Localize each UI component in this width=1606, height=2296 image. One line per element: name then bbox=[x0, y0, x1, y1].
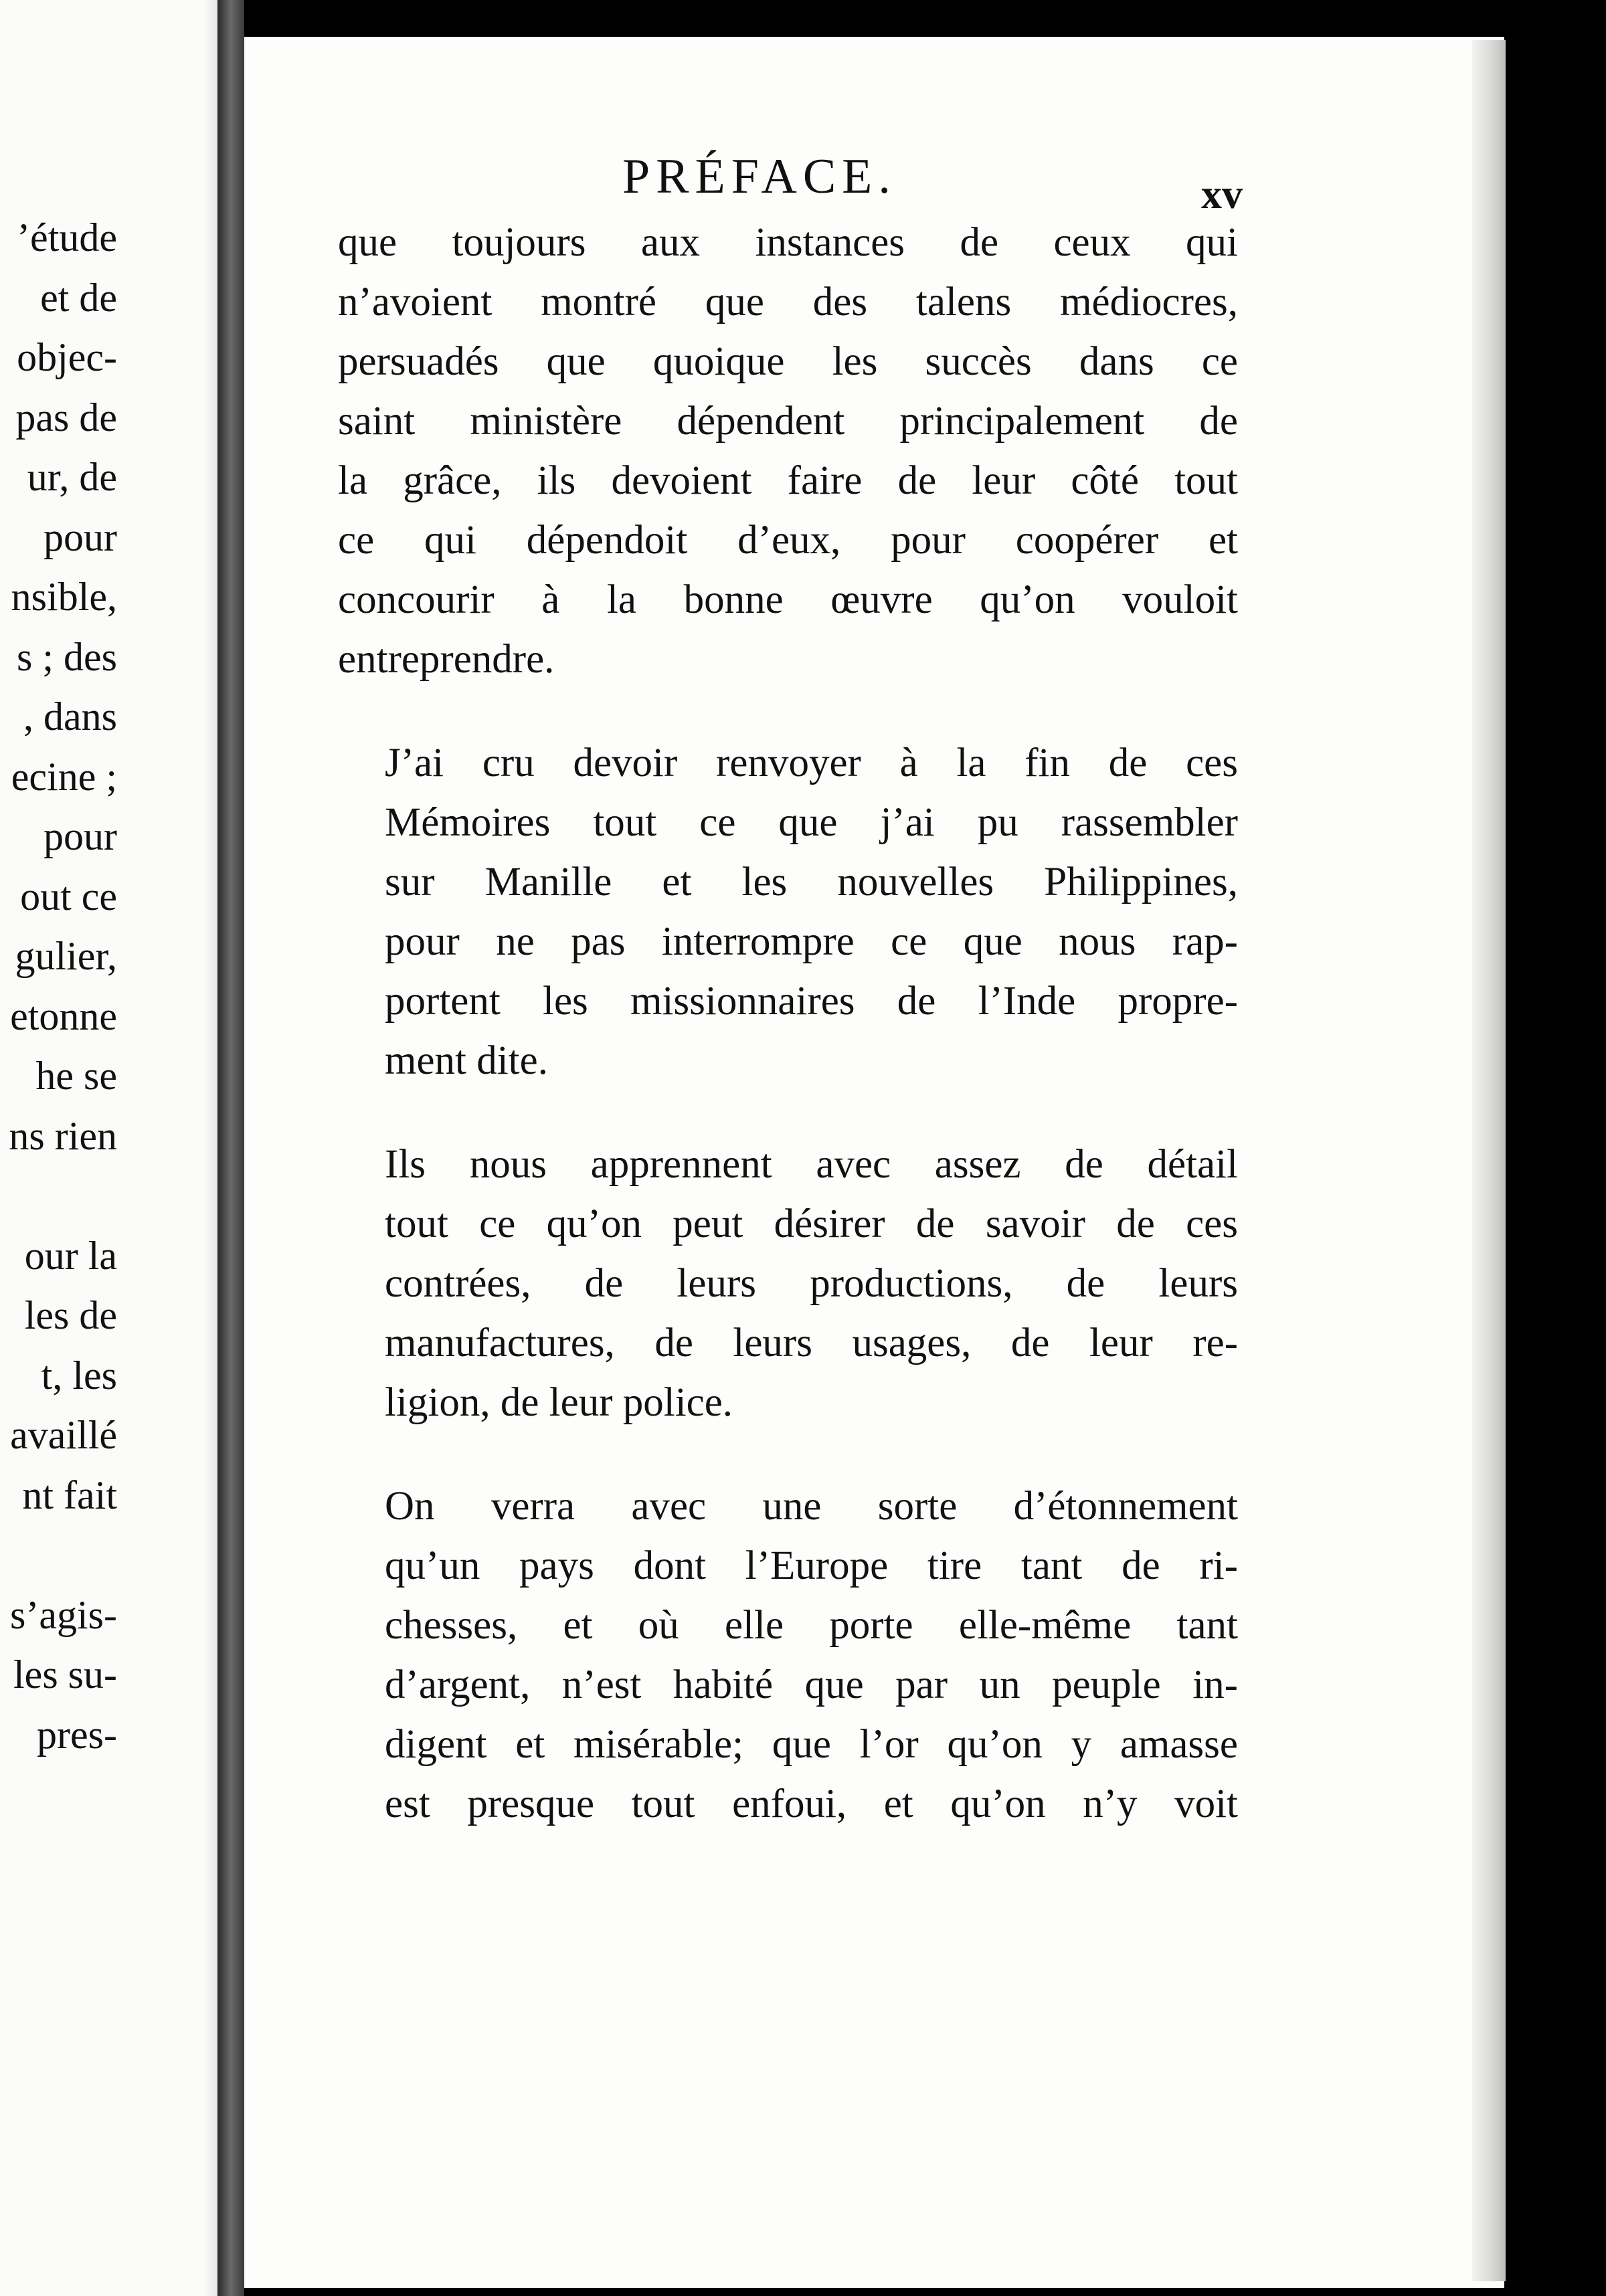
left-page-line-fragment: pour bbox=[43, 814, 117, 858]
text-line: d’argent, n’est habité que par un peuple in- bbox=[385, 1662, 1238, 1707]
left-page-line-fragment: et de bbox=[40, 275, 117, 320]
left-page-line-fragment: ns rien bbox=[9, 1113, 117, 1158]
text-line: manufactures, de leurs usages, de leur re- bbox=[385, 1321, 1238, 1365]
left-page-line-fragment: s ; des bbox=[17, 634, 117, 679]
body-text bbox=[338, 213, 1238, 1834]
book-gutter bbox=[217, 0, 244, 2296]
paragraph bbox=[338, 733, 1238, 1090]
left-page-line-fragment: availlé bbox=[10, 1413, 117, 1457]
left-page-line-fragment: pres- bbox=[37, 1712, 117, 1757]
running-title: PRÉFACE. bbox=[622, 149, 897, 204]
left-page-line-fragment: gulier, bbox=[15, 934, 117, 978]
text-line: persuadés que quoique les succès dans ce bbox=[338, 339, 1238, 384]
text-line: ment dite. bbox=[385, 1038, 548, 1083]
left-page-line-fragment: s’agis- bbox=[10, 1592, 117, 1637]
paragraph bbox=[338, 1135, 1238, 1432]
left-page-line-fragment: les su- bbox=[13, 1652, 117, 1697]
text-line: portent les missionnaires de l’Inde propre- bbox=[385, 979, 1238, 1024]
left-page-line-fragment: ecine ; bbox=[11, 754, 117, 799]
paragraph bbox=[338, 213, 1238, 689]
text-line: contrées, de leurs productions, de leurs bbox=[385, 1261, 1238, 1306]
text-line: J’ai cru devoir renvoyer à la fin de ces bbox=[385, 741, 1238, 785]
paragraph bbox=[338, 1476, 1238, 1834]
text-line: concourir à la bonne œuvre qu’on vouloit bbox=[338, 577, 1238, 622]
page-number: xv bbox=[1201, 172, 1243, 217]
text-line: digent et misérable; que l’or qu’on y amasse bbox=[385, 1722, 1238, 1767]
left-page-line-fragment: out ce bbox=[20, 874, 117, 919]
text-line: qu’un pays dont l’Europe tire tant de ri- bbox=[385, 1543, 1238, 1588]
left-page-line-fragment: etonne bbox=[10, 993, 117, 1038]
left-page-line-fragment: les de bbox=[24, 1293, 117, 1337]
left-page-line-fragment: pour bbox=[43, 514, 117, 559]
left-page-line-fragment: ur, de bbox=[27, 455, 117, 499]
text-line: Ils nous apprennent avec assez de détail bbox=[385, 1142, 1238, 1187]
text-line: ce qui dépendoit d’eux, pour coopérer et bbox=[338, 518, 1238, 563]
text-line: tout ce qu’on peut désirer de savoir de ces bbox=[385, 1202, 1238, 1246]
left-page-line-fragment: he se bbox=[35, 1054, 117, 1098]
text-line: entreprendre. bbox=[338, 637, 555, 682]
left-page-line-fragment: objec- bbox=[17, 335, 117, 379]
text-line: sur Manille et les nouvelles Philippines, bbox=[385, 860, 1238, 904]
left-page-fragment bbox=[0, 0, 217, 2296]
page-edge bbox=[1472, 40, 1506, 2281]
left-page-line-fragment: nt fait bbox=[22, 1472, 117, 1517]
text-line: que toujours aux instances de ceux qui bbox=[338, 220, 1238, 265]
left-page-line-fragment: t, les bbox=[41, 1353, 117, 1398]
text-line: n’avoient montré que des talens médiocres, bbox=[338, 280, 1238, 324]
text-line: ligion, de leur police. bbox=[385, 1380, 733, 1425]
text-line: saint ministère dépendent principalement de bbox=[338, 399, 1238, 444]
fold-shadow bbox=[204, 0, 217, 2296]
left-page-line-fragment: ’étude bbox=[17, 215, 117, 260]
left-page-line-fragment: nsible, bbox=[11, 575, 117, 619]
text-line: la grâce, ils devoient faire de leur côté tout bbox=[338, 458, 1238, 503]
text-line: pour ne pas interrompre ce que nous rap- bbox=[385, 919, 1238, 964]
left-page-line-fragment: our la bbox=[24, 1233, 117, 1278]
text-line: est presque tout enfoui, et qu’on n’y voit bbox=[385, 1782, 1238, 1826]
left-page-line-fragment: , dans bbox=[23, 694, 117, 739]
text-line: On verra avec une sorte d’étonnement bbox=[385, 1484, 1238, 1529]
text-line: Mémoires tout ce que j’ai pu rassembler bbox=[385, 800, 1238, 845]
left-page-line-fragment: pas de bbox=[15, 395, 117, 440]
text-line: chesses, et où elle porte elle-même tant bbox=[385, 1603, 1238, 1648]
